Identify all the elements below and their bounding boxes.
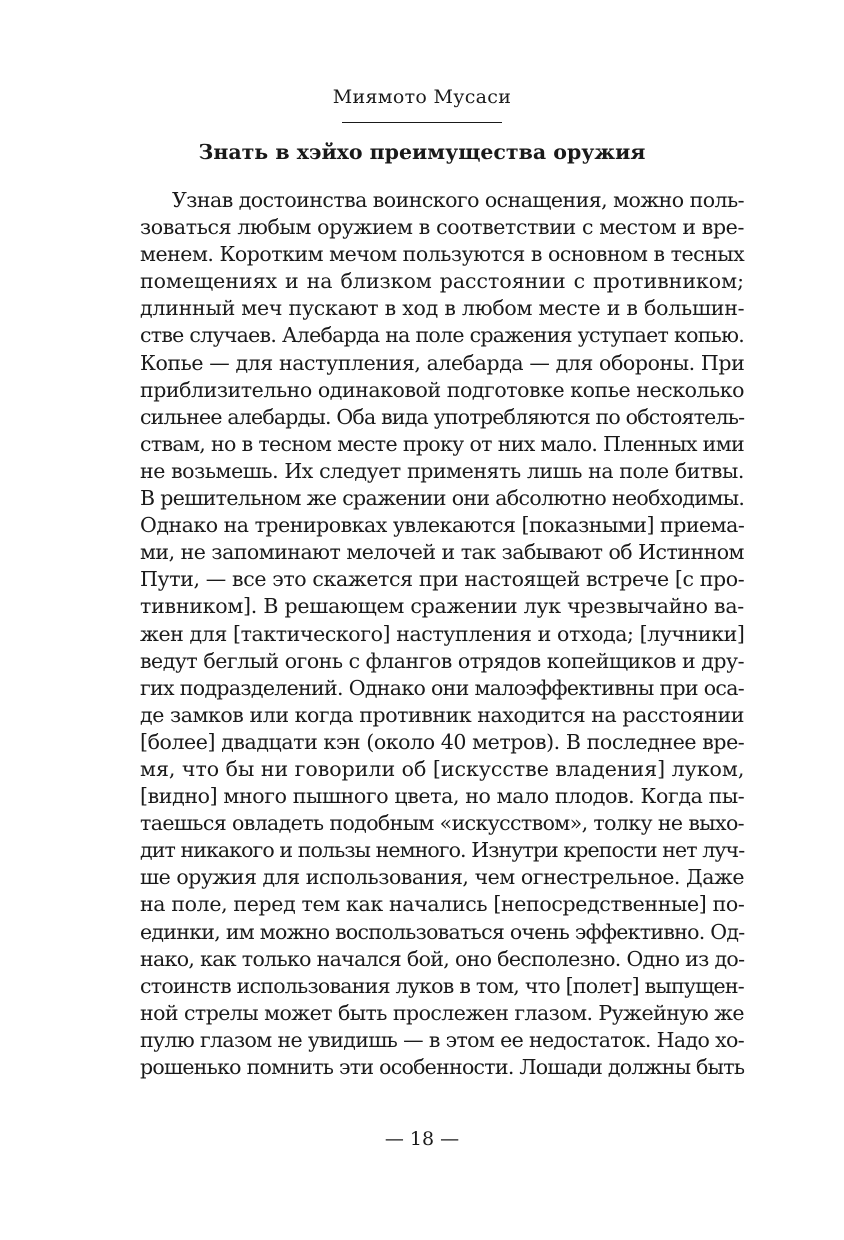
text-line: зоваться любым оружием в соответствии с местом и вре- (140, 215, 744, 240)
text-line: единки, им можно воспользоваться очень эффективно. Од- (140, 919, 745, 944)
text-line: длинный меч пускают в ход в любом месте и в большин- (140, 296, 745, 321)
text-line: таешься овладеть подобным «искусством», толку не выхо- (140, 811, 744, 836)
text-line: мя, что бы ни говорили об [искусстве владения] луком, (140, 756, 745, 781)
text-line: ведут беглый огонь с флангов отрядов копейщиков и дру- (140, 648, 745, 673)
text-line: ше оружия для использования, чем огнестрельное. Даже (140, 865, 744, 890)
text-line: не возьмешь. Их следует применять лишь на поле битвы. (140, 458, 744, 483)
text-line: Пути, — все это скажется при настоящей встрече [с про- (140, 567, 745, 592)
text-line: помещениях и на близком расстоянии с противником; (140, 269, 744, 294)
text-line: ной стрелы может быть прослежен глазом. Ружейную же (140, 1000, 744, 1025)
text-line: де замков или когда противник находится на расстоянии (140, 702, 744, 727)
text-line: тивником]. В решающем сражении лук чрезвычайно ва- (140, 594, 744, 619)
text-line: гих подразделений. Однако они малоэффективны при оса- (140, 675, 744, 700)
text-line: стоинств использования луков в том, что [полет] выпущен- (140, 973, 744, 998)
text-line: [видно] много пышного цвета, но мало плодов. Когда пы- (140, 784, 745, 809)
text-line: Копье — для наступления, алебарда — для обороны. При (140, 350, 745, 375)
text-line: В решительном же сражении они абсолютно необходимы. (140, 486, 745, 511)
text-line: приблизительно одинаковой подготовке копье несколько (140, 377, 745, 402)
text-line: дит никакого и пользы немного. Изнутри крепости нет луч- (140, 838, 745, 863)
text-line: менем. Коротким мечом пользуются в основном в тесных (140, 242, 745, 267)
running-head-author: Миямото Мусаси (332, 86, 512, 108)
text-line: Однако на тренировках увлекаются [показными] приема- (140, 513, 745, 538)
text-line: рошенько помнить эти особенности. Лошади должны быть (140, 1055, 745, 1079)
page-number: — 18 — (384, 1128, 460, 1150)
section-title: Знать в хэйхо преимущества оружия (198, 140, 646, 164)
text-line: сильнее алебарды. Оба вида употребляются по обстоятель- (140, 404, 745, 429)
text-line: ми, не запоминают мелочей и так забывают об Истинном (140, 540, 744, 565)
text-line: пулю глазом не увидишь — в этом ее недостаток. Надо хо- (140, 1027, 744, 1052)
text-line: жен для [тактического] наступления и отхода; [лучники] (140, 621, 745, 646)
body-paragraph (140, 187, 744, 1081)
text-line: [более] двадцати кэн (около 40 метров). В последнее вре- (140, 729, 745, 754)
running-head-rule (342, 122, 502, 123)
text-line: Узнав достоинства воинского оснащения, можно поль- (172, 188, 744, 212)
text-line: ствам, но в тесном месте проку от них мало. Пленных ими (140, 431, 744, 456)
text-line: стве случаев. Алебарда на поле сражения уступает копью. (140, 323, 744, 348)
text-line: на поле, перед тем как начались [непосредственные] по- (140, 892, 745, 917)
text-line: нако, как только начался бой, оно бесполезно. Одно из до- (140, 946, 745, 971)
